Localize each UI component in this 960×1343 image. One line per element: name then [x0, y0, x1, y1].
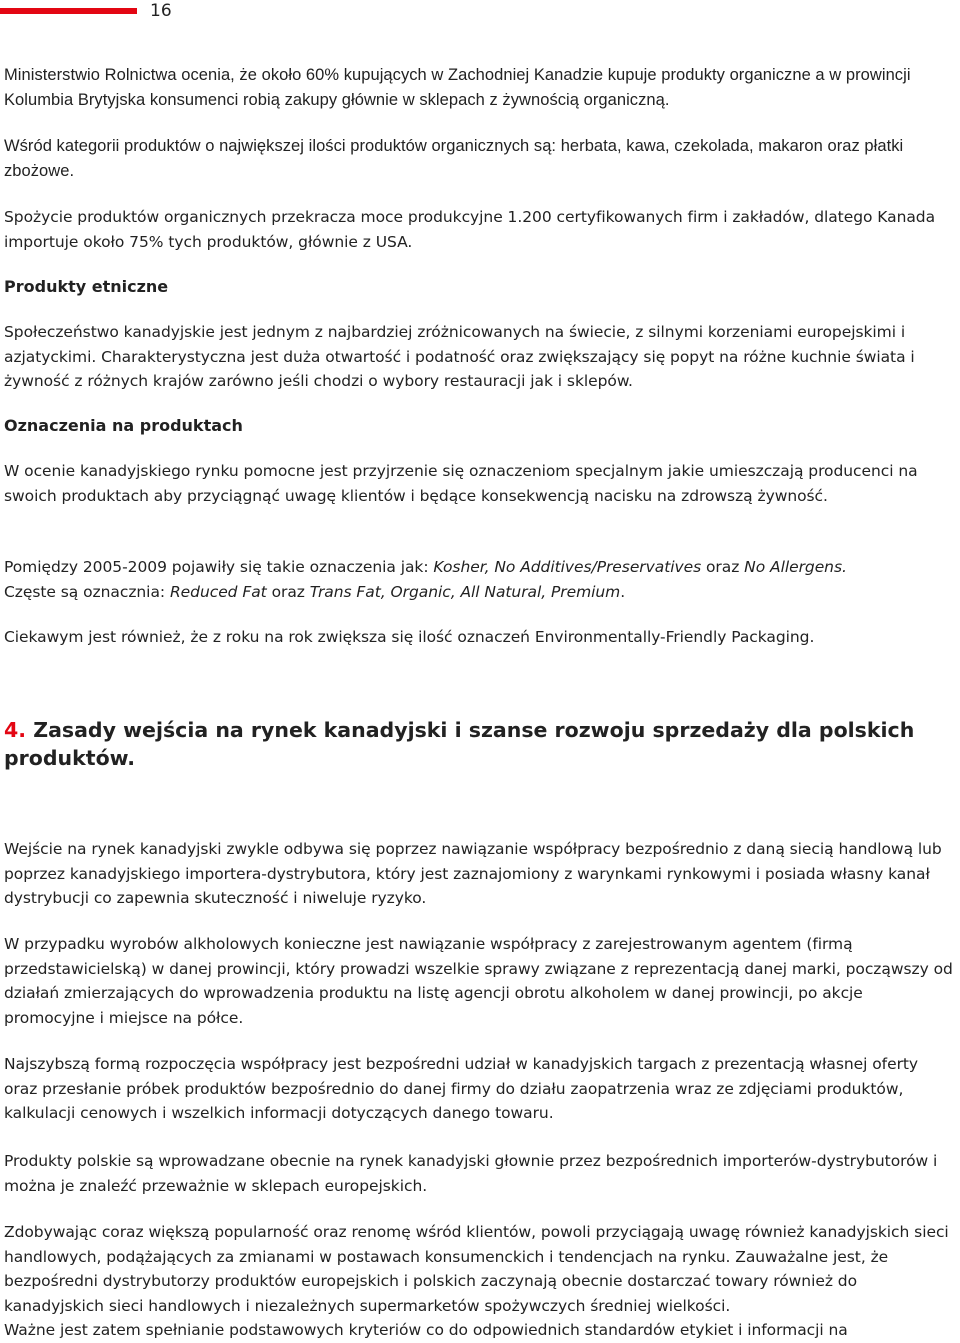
- label-types-text: .: [620, 582, 626, 601]
- paragraph-organic-categories: Wśród kategorii produktów o największej ilości produktów organicznych są: herbata, kawa, czekolada, makaron oraz płatki zbożowe.: [4, 137, 904, 180]
- label-types-text: Pomiędzy 2005-2009 pojawiły się takie oznaczenia jak:: [4, 558, 434, 576]
- paragraph-polish-products: Produkty polskie są wprowadzane obecnie na rynek kanadyjski głownie przez bezpośrednich importerów-dystrybutorów i można je znaleźć przeważnie w sklepach europejskich.: [4, 1152, 938, 1195]
- label-types-text: Częste są oznacznia:: [4, 582, 170, 601]
- page-header: [0, 0, 960, 30]
- heading-ethnic-products: Produkty etniczne: [4, 277, 169, 296]
- paragraph-labels-intro: W ocenie kanadyjskiego rynku pomocne jest przyjrzenie się oznaczeniom specjalnym jakie umieszczają producenci na swoich produktach aby przyciągnąć uwagę klientów i będące konsekwencją nacisku na zdrowszą żywność.: [4, 462, 918, 505]
- header-accent-bar: [0, 8, 137, 14]
- paragraph-eco-packaging: Ciekawym jest również, że z roku na rok zwiększa się ilość oznaczeń Environmentally-Friendly Packaging.: [4, 628, 815, 646]
- section-4-heading: [4, 716, 944, 772]
- paragraph-trade-fairs: Najszybszą formą rozpoczęcia współpracy jest bezpośredni udział w kanadyjskich targach z prezentacją własnej oferty oraz przesłanie próbek produktów bezpośrednio do danej firmy do działu zaopatrzenia wraz ze zdjęciami produktów, kalkulacji cenowych i wszelkich informacji dotyczących danego towaru.: [4, 1055, 919, 1122]
- section-number: 4.: [4, 718, 27, 742]
- paragraph-alcohol-products: W przypadku wyrobów alkholowych konieczne jest nawiązanie współpracy z zarejestrowanym agentem (firmą przedstawicielską) w danej prowincji, który prowadzi wszelkie sprawy związane z reprezentacją danej marki, począwszy od działań zmierzających do wprowadzenia produktu na listę agencji obrotu alkoholem w danej prowincji, po akcje promocyjne i miejsce na półce.: [4, 935, 953, 1027]
- paragraph-popularity: Zdobywając coraz większą popularność oraz renomę wśród klientów, powoli przyciągają uwagę również kanadyjskich sieci handlowych, podążających za zmianami w postawach konsumenckich i tendencjach na rynku. Zauważalne jest, że bezpośredni dystrybutorzy produktów europejskich i polskich zaczynają obecnie dostarczać towary również do kanadyjskich sieci handlowych i niezależnych supermarketów spożywczych średniej wielkości.: [4, 1223, 949, 1315]
- paragraph-ethnic-society: Społeczeństwo kanadyjskie jest jednym z najbardziej zróżnicowanych na świecie, z silnymi korzeniami europejskimi i azjatyckimi. Charakterystyczna jest duża otwartość i podatność oraz zwiększający się popyt na różne kuchnie świata i żywność z różnych krajów zarówno jeśli chodzi o wybory restauracji jak i sklepów.: [4, 323, 915, 390]
- paragraph-label-standards: Ważne jest zatem spełnianie podstawowych kryteriów co do odpowiednich standardów etykiet i informacji na: [4, 1321, 848, 1339]
- label-types-italic: Trans Fat, Organic, All Natural, Premium: [309, 582, 621, 601]
- label-types-text: oraz: [266, 582, 310, 601]
- label-types-italic: Reduced Fat: [169, 582, 267, 601]
- label-types-text: oraz: [701, 558, 745, 576]
- paragraph-label-types: [4, 555, 956, 604]
- heading-product-labels: Oznaczenia na produktach: [4, 416, 243, 435]
- paragraph-market-entry: Wejście na rynek kanadyjski zwykle odbywa się poprzez nawiązanie współpracy bezpośrednio z daną siecią handlową lub poprzez kanadyjskiego importera-dystrybutora, który jest zaznajomiony z warynkami rynkowymi i posiada własny kanał dystrybucji co zapewnia skuteczność i niweluje ryzyko.: [4, 840, 942, 907]
- page-number: 16: [150, 1, 172, 21]
- label-types-italic: No Allergens.: [744, 558, 847, 576]
- section-title: Zasady wejścia na rynek kanadyjski i szanse rozwoju sprzedaży dla polskich produktów.: [4, 718, 915, 770]
- paragraph-organic-buyers: Ministerstwio Rolnictwa ocenia, że około 60% kupujących w Zachodniej Kanadzie kupuje produkty organiczne a w prowincji Kolumbia Brytyjska konsumenci robią zakupy głównie w sklepach z żywnością organiczną.: [4, 66, 911, 109]
- label-types-italic: Kosher, No Additives/Preservatives: [433, 558, 702, 576]
- paragraph-organic-consumption: Spożycie produktów organicznych przekracza moce produkcyjne 1.200 certyfikowanych firm i zakładów, dlatego Kanada importuje około 75% tych produktów, głównie z USA.: [4, 208, 936, 251]
